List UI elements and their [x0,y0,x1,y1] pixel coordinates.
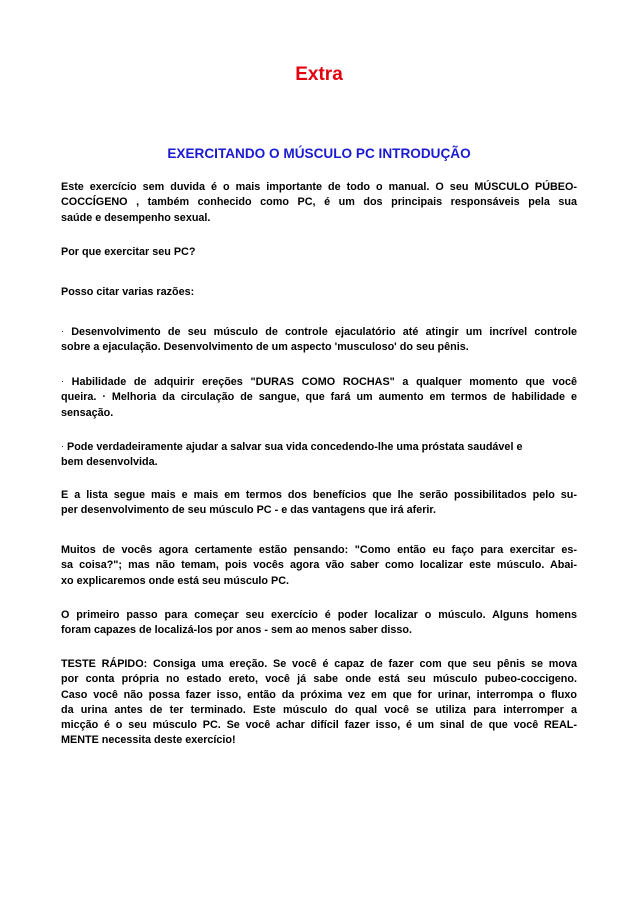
bullet-item [61,324,577,356]
text-line: per desenvolvimento de seu músculo PC - e das vantagens que irá aferir. [61,504,437,517]
text-line: bem desenvolvida. [61,456,158,469]
benefits-paragraph [61,488,577,519]
intro-paragraph [61,180,577,226]
text-line: sa coisa?"; mas não temam, pois vocês agora vão saber como localizar este músculo. Abai- [61,559,577,572]
text-line: da urina antes de ter terminado. Este músculo do qual você se utiliza para interromper a [61,703,577,716]
document-title: Extra [295,64,343,85]
text-line-content: Habilidade de adquirir ereções "DURAS COMO ROCHAS" a qualquer momento que você [64,376,577,388]
text-line [61,439,577,455]
text-line [61,374,577,390]
text-line: micção é o seu músculo PC. Se você achar difícil fazer isso, é um sinal de que você REAL- [61,719,577,732]
text-line: foram capazes de localizá-los por anos - sem ao menos saber disso. [61,624,413,637]
text-line: O primeiro passo para começar seu exercício é poder localizar o músculo. Alguns homens [61,609,577,621]
text-line: Por que exercitar seu PC? [61,246,196,258]
quick-test-paragraph [61,657,577,749]
text-line: MENTE necessita deste exercício! [61,734,236,747]
text-line [61,324,577,340]
text-line: E a lista segue mais e mais em termos dos benefícios que lhe serão possibilitados pelo su- [61,489,577,501]
text-line: sensação. [61,406,114,419]
bullet-item [61,439,577,471]
text-line: Muitos de vocês agora certamente estão pensando: "Como então eu faço para exercitar es- [61,544,577,556]
bullet-item [61,374,577,421]
document-subtitle: EXERCITANDO O MÚSCULO PC INTRODUÇÃO [167,146,471,161]
text-line-content: Desenvolvimento de seu músculo de controle ejaculatório até atingir um incrível controle [64,326,577,338]
text-line: Caso você não possa fazer isso, então da próxima vez em que for urinar, interrompa o fluxo [61,688,577,701]
bullet-icon: · [61,376,64,386]
text-line-content: Pode verdadeiramente ajudar a salvar sua vida concedendo-lhe uma próstata saudável e [64,441,523,453]
text-line: TESTE RÁPIDO: Consiga uma ereção. Se você é capaz de fazer com que seu pênis se mova [61,658,577,670]
text-line: COCCÍGENO , também conhecido como PC, é um dos principais responsáveis pela sua [61,196,577,209]
text-line: saúde e desempenho sexual. [61,211,211,224]
text-line: sobre a ejaculação. Desenvolvimento de um aspecto 'musculoso' do seu pênis. [61,341,469,354]
bullet-icon: · [61,441,64,451]
first-step-paragraph [61,608,577,639]
question-paragraph [61,245,577,260]
text-line: xo explicaremos onde está seu músculo PC. [61,574,290,587]
text-line: por conta própria no estado ereto, você já sabe onde está seu músculo pubeo-coccigeno. [61,673,577,686]
reasons-paragraph [61,285,577,300]
text-line: Este exercício sem duvida é o mais importante de todo o manual. O seu MÚSCULO PÚBEO- [61,181,577,193]
text-line: Posso citar varias razões: [61,286,195,298]
how-to-paragraph [61,543,577,589]
bullet-icon: · [61,326,64,336]
text-line: queira. · Melhoria da circulação de sangue, que fará um aumento em termos de habilidade e [61,391,577,404]
